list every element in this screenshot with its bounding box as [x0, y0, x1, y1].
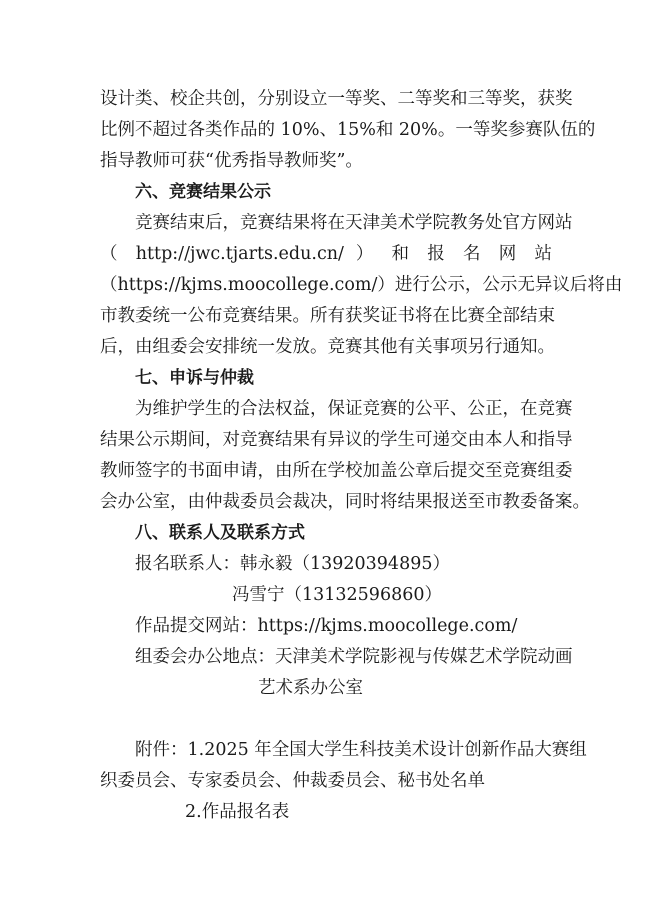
section-7-line-4: 会办公室，由仲裁委员会裁决，同时将结果报送至市教委备案。 — [100, 492, 590, 512]
section-6-line-3: （https://kjms.moocollege.com/）进行公示，公示无异议后将由 — [100, 275, 623, 295]
section-8-heading: 八、联系人及联系方式 — [135, 523, 305, 543]
section-7-line-3: 教师签字的书面申请，由所在学校加盖公章后提交至竞赛组委 — [100, 461, 573, 481]
section-6-line-5: 后，由组委会安排统一发放。竞赛其他有关事项另行通知。 — [100, 337, 555, 357]
awards-text-line-1: 设计类、校企共创，分别设立一等奖、二等奖和三等奖，获奖 — [100, 89, 573, 109]
attachment-line-1: 附件：1.2025 年全国大学生科技美术设计创新作品大赛组 — [135, 740, 587, 760]
section-7-heading: 七、申诉与仲裁 — [135, 368, 254, 388]
awards-text-line-2: 比例不超过各类作品的 10%、15%和 20%。一等奖参赛队伍的 — [100, 120, 596, 140]
section-6-line-2: （ http://jwc.tjarts.edu.cn/ ） 和 报 名 网 站 — [100, 244, 552, 264]
awards-text-line-3: 指导教师可获“优秀指导教师奖”。 — [100, 151, 363, 171]
address-line-1: 组委会办公地点：天津美术学院影视与传媒艺术学院动画 — [135, 647, 573, 667]
section-6-line-4: 市教委统一公布竞赛结果。所有获奖证书将在比赛全部结束 — [100, 306, 555, 326]
contact-line-1: 报名联系人：韩永毅（13920394895） — [135, 554, 450, 574]
section-7-line-1: 为维护学生的合法权益，保证竞赛的公平、公正，在竞赛 — [135, 399, 573, 419]
section-7-line-2: 结果公示期间，对竞赛结果有异议的学生可递交由本人和指导 — [100, 430, 573, 450]
section-6-heading: 六、竞赛结果公示 — [135, 182, 271, 202]
contact-line-2: 冯雪宁（13132596860） — [232, 585, 442, 605]
section-6-line-1: 竞赛结束后，竞赛结果将在天津美术学院教务处官方网站 — [135, 213, 573, 233]
address-line-2: 艺术系办公室 — [258, 678, 363, 698]
attachment-line-3: 2.作品报名表 — [185, 802, 290, 822]
website-line: 作品提交网站：https://kjms.moocollege.com/ — [135, 616, 518, 636]
attachment-line-2: 织委员会、专家委员会、仲裁委员会、秘书处名单 — [100, 771, 485, 791]
